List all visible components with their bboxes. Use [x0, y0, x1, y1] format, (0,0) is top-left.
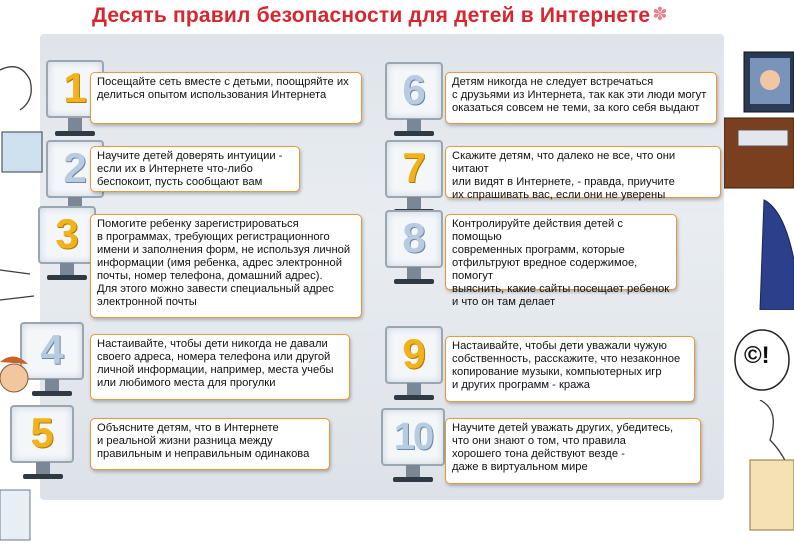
- monitor-stand: [68, 118, 82, 132]
- monitor-base: [394, 279, 434, 284]
- rule-number: 7: [402, 144, 426, 191]
- rule-number: 8: [402, 214, 426, 261]
- rule-number: 9: [402, 330, 426, 377]
- child-illustration-left-bottom: [0, 480, 40, 550]
- rule-number: 4: [40, 326, 64, 373]
- monitor-base: [394, 395, 434, 400]
- copyright-bubble-text: ©!: [744, 342, 770, 369]
- title-mark: ✽: [652, 4, 668, 24]
- rule-card-1: Посещайте сеть вместе с детьми, поощряйте их делиться опытом использования Интернета: [90, 72, 362, 124]
- monitor-base: [23, 474, 63, 479]
- monitor-base: [394, 131, 434, 136]
- monitor-screen: [38, 206, 96, 264]
- rule-number: 6: [402, 66, 426, 113]
- title-text: Десять правил безопасности для детей в Интернете: [92, 4, 651, 27]
- monitor-screen: [385, 210, 443, 268]
- rule-card-2: Научите детей доверять интуиции - если их в Интернете что-либо беспокоит, пусть сообщают вам: [90, 146, 300, 192]
- child-at-computer-illustration: [724, 50, 794, 310]
- rule-card-3: Помогите ребенку зарегистрироваться в программах, требующих регистрационного имени и заполнения форм, не используя личной информации (имя ребенка, адрес электронной почты, номер телефона, домашний адрес). Для этого можно завести специальный адрес электронной почты: [90, 214, 362, 318]
- monitor-screen: [10, 405, 74, 463]
- rule-card-5: Объясните детям, что в Интернете и реальной жизни разница между правильным и неправильным одинакова: [90, 418, 330, 470]
- child-illustration-left-top: [0, 40, 46, 180]
- rule-number: 10: [393, 416, 433, 458]
- rule-number: 1: [63, 64, 87, 111]
- rule-card-6: Детям никогда не следует встречаться с друзьями из Интернета, так как эти люди могут оказаться совсем не теми, за кого себя выдают: [445, 72, 717, 124]
- rule-card-4: Настаивайте, чтобы дети никогда не давали своего адреса, номера телефона или другой личной информации, например, места учебы или любимого места для прогулки: [90, 334, 350, 400]
- monitor-screen: [385, 326, 443, 384]
- page-title: [92, 4, 732, 28]
- rule-card-9: Настаивайте, чтобы дети уважали чужую собственность, расскажите, что незаконное копирование музыки, компьютерных игр и других программ - кража: [445, 336, 695, 402]
- rule-number: 2: [63, 144, 87, 191]
- child-illustration-left-mid: [0, 250, 44, 410]
- monitor-base: [55, 131, 95, 136]
- monitor-screen: [385, 140, 443, 198]
- child-illustration-right-bottom: [740, 400, 794, 540]
- monitor-base: [47, 275, 87, 280]
- rule-number: 5: [30, 409, 54, 456]
- rule-card-10: Научите детей уважать других, убедитесь, что они знают о том, что правила хорошего тона действуют везде - даже в виртуальном мире: [445, 418, 701, 484]
- monitor-screen: [385, 62, 443, 120]
- rule-card-7: Скажите детям, что далеко не все, что они читают или видят в Интернете, - правда, приучите их спрашивать вас, если они не уверены: [445, 146, 721, 198]
- monitor-base: [393, 477, 433, 482]
- rule-number: 3: [55, 210, 79, 257]
- monitor-screen: [381, 408, 445, 466]
- rule-card-8: Контролируйте действия детей с помощью современных программ, которые отфильтруют вредное содержимое, помогут выяснить, какие сайты посещает ребенок и что он там делает: [445, 214, 677, 290]
